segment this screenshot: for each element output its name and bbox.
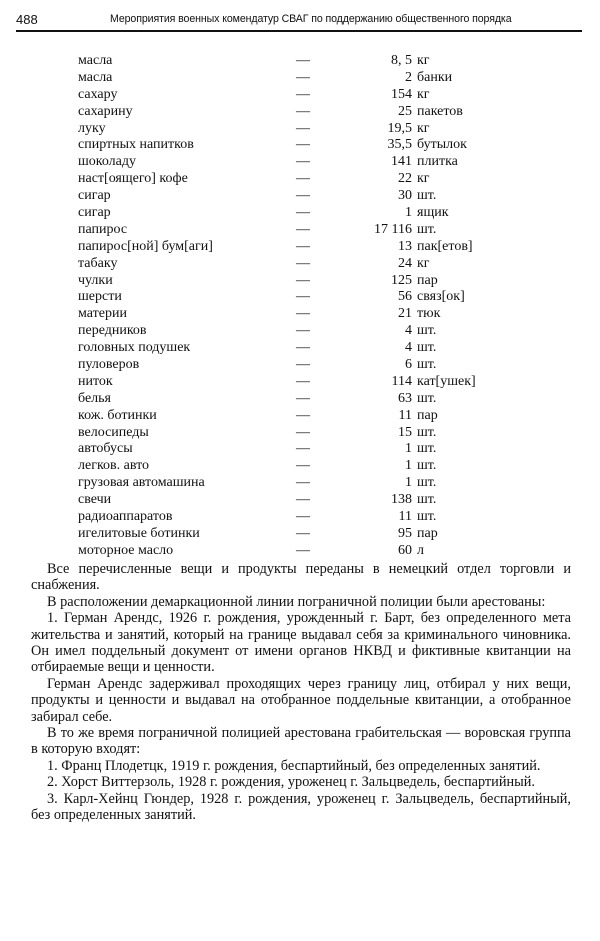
item-name: передников <box>78 323 147 339</box>
item-quantity: 1 <box>405 205 412 221</box>
item-quantity: 141 <box>391 154 412 170</box>
item-quantity: 56 <box>398 289 412 305</box>
list-item <box>78 87 498 104</box>
item-dash: — <box>296 407 310 423</box>
item-unit: пар <box>417 525 438 541</box>
paragraph: В расположении демаркационной линии пограничной полиции были арестованы: <box>47 593 546 610</box>
item-dash: — <box>296 373 310 389</box>
item-quantity: 13 <box>398 238 412 254</box>
item-name: материи <box>78 306 127 322</box>
item-unit: плитка <box>417 154 458 170</box>
list-item <box>78 543 498 560</box>
list-item <box>78 188 498 205</box>
item-unit: пакетов <box>417 103 463 119</box>
item-name: сахарину <box>78 103 133 119</box>
item-name: головных подушек <box>78 340 191 356</box>
item-quantity: 2 <box>405 69 412 85</box>
item-dash: — <box>296 424 310 440</box>
item-name: папирос <box>78 221 128 237</box>
list-item <box>78 441 498 458</box>
item-unit: кг <box>417 86 430 102</box>
item-dash: — <box>296 390 310 406</box>
item-dash: — <box>296 86 310 102</box>
item-dash: — <box>296 221 310 237</box>
item-quantity: 17 116 <box>374 221 412 237</box>
item-unit: шт. <box>417 441 437 457</box>
item-quantity: 1 <box>405 441 412 457</box>
list-item <box>78 340 498 357</box>
item-dash: — <box>296 53 310 68</box>
paragraph: Все перечисленные вещи и продукты переданы в немецкий отдел торговли и снабжения. <box>31 561 571 594</box>
running-header <box>16 12 582 32</box>
list-item <box>78 222 498 239</box>
item-name: пуловеров <box>78 357 140 373</box>
item-unit: кг <box>417 120 430 136</box>
list-item <box>78 70 498 87</box>
paragraph: В то же время пограничной полицией арестована грабительская — воровская группа в которую входят: <box>31 725 571 758</box>
item-dash: — <box>296 272 310 288</box>
list-item <box>78 256 498 273</box>
list-item <box>78 391 498 408</box>
item-name: сахару <box>78 86 118 102</box>
item-dash: — <box>296 69 310 85</box>
item-name: сигар <box>78 188 111 204</box>
item-name: игелитовые ботинки <box>78 525 200 541</box>
running-title: Мероприятия военных комендатур СВАГ по поддержанию общественного порядка <box>110 13 512 25</box>
item-name: радиоаппаратов <box>78 509 173 525</box>
item-quantity: 1 <box>405 475 412 491</box>
item-name: масла <box>78 69 113 85</box>
item-unit: пак[етов] <box>417 238 473 254</box>
item-unit: кг <box>417 53 430 68</box>
item-unit: шт. <box>417 340 437 356</box>
item-quantity: 63 <box>398 390 412 406</box>
item-name: спиртных напитков <box>78 137 194 153</box>
item-unit: пар <box>417 272 438 288</box>
item-name: автобусы <box>78 441 133 457</box>
item-unit: шт. <box>417 475 437 491</box>
item-name: табаку <box>78 255 118 271</box>
item-quantity: 25 <box>398 103 412 119</box>
item-unit: шт. <box>417 492 437 508</box>
list-item <box>78 171 498 188</box>
list-item <box>78 492 498 509</box>
item-quantity: 125 <box>391 272 412 288</box>
item-unit: ящик <box>417 205 449 221</box>
item-dash: — <box>296 154 310 170</box>
item-dash: — <box>296 475 310 491</box>
item-quantity: 138 <box>391 492 412 508</box>
list-item <box>78 205 498 222</box>
item-unit: шт. <box>417 424 437 440</box>
item-name: масла <box>78 53 113 68</box>
item-name: шерсти <box>78 289 122 305</box>
item-quantity: 154 <box>391 86 412 102</box>
item-unit: банки <box>417 69 453 85</box>
item-name: кож. ботинки <box>78 407 157 423</box>
list-item <box>78 104 498 121</box>
item-unit: кг <box>417 255 430 271</box>
item-unit: шт. <box>417 323 437 339</box>
list-item <box>78 374 498 391</box>
list-item <box>78 239 498 256</box>
list-item <box>78 425 498 442</box>
item-quantity: 60 <box>398 542 412 558</box>
item-unit: бутылок <box>417 137 467 153</box>
item-unit: связ[ок] <box>417 289 465 305</box>
list-item <box>78 357 498 374</box>
list-item <box>78 289 498 306</box>
item-dash: — <box>296 306 310 322</box>
item-dash: — <box>296 492 310 508</box>
item-name: моторное масло <box>78 542 174 558</box>
page-number: 488 <box>16 12 38 27</box>
list-item <box>78 306 498 323</box>
item-name: грузовая автомашина <box>78 475 205 491</box>
item-unit: шт. <box>417 221 437 237</box>
item-unit: л <box>417 542 424 558</box>
list-item <box>78 458 498 475</box>
paragraph: Герман Арендс задерживал проходящих через границу лиц, отбирал у них вещи, продукты и ценности и выдавал на отобранное поддельные квитанции, а отобранное забирал себе. <box>31 675 571 725</box>
item-dash: — <box>296 525 310 541</box>
paragraph: 1. Герман Арендс, 1926 г. рождения, урожденный г. Барт, без определенного мета жительства и занятий, который на границе выдавал себя за криминального чиновника. Он имел поддельный документ от имени органов НКВД и фиктивные квитанции на отбираемые вещи и ценности. <box>31 610 571 676</box>
item-dash: — <box>296 120 310 136</box>
item-quantity: 8, 5 <box>391 53 412 68</box>
item-dash: — <box>296 255 310 271</box>
item-dash: — <box>296 188 310 204</box>
item-dash: — <box>296 137 310 153</box>
item-dash: — <box>296 509 310 525</box>
item-quantity: 4 <box>405 323 412 339</box>
list-item <box>78 154 498 171</box>
list-item <box>78 323 498 340</box>
list-item <box>78 53 498 70</box>
item-unit: шт. <box>417 458 437 474</box>
item-quantity: 21 <box>398 306 412 322</box>
item-quantity: 4 <box>405 340 412 356</box>
paragraph: 3. Карл-Хейнц Гюндер, 1928 г. рождения, уроженец г. Зальцведель, беспартийный, без определенных занятий. <box>31 790 571 824</box>
paragraph: 1. Франц Плодетцк, 1919 г. рождения, беспартийный, без определенных занятий. <box>47 757 541 774</box>
body-text <box>31 561 571 824</box>
item-quantity: 95 <box>398 525 412 541</box>
item-unit: шт. <box>417 509 437 525</box>
item-name: папирос[ной] бум[аги] <box>78 238 213 254</box>
list-item <box>78 408 498 425</box>
item-dash: — <box>296 542 310 558</box>
item-unit: тюк <box>417 306 441 322</box>
paragraph: 2. Хорст Виттерзоль, 1928 г. рождения, уроженец г. Зальцведель, беспартийный. <box>47 774 535 791</box>
item-quantity: 11 <box>398 509 412 525</box>
item-quantity: 6 <box>405 357 412 373</box>
list-item <box>78 526 498 543</box>
item-dash: — <box>296 458 310 474</box>
item-unit: кат[ушек] <box>417 373 476 389</box>
item-quantity: 35,5 <box>387 137 412 153</box>
item-name: свечи <box>78 492 112 508</box>
item-quantity: 1 <box>405 458 412 474</box>
item-dash: — <box>296 205 310 221</box>
list-item <box>78 137 498 154</box>
item-dash: — <box>296 238 310 254</box>
item-name: ниток <box>78 373 113 389</box>
item-quantity: 24 <box>398 255 412 271</box>
item-name: луку <box>78 120 106 136</box>
item-dash: — <box>296 289 310 305</box>
item-quantity: 114 <box>391 373 412 389</box>
item-name: чулки <box>78 272 113 288</box>
item-dash: — <box>296 103 310 119</box>
item-name: наст[оящего] кофе <box>78 171 188 187</box>
item-dash: — <box>296 441 310 457</box>
item-name: сигар <box>78 205 111 221</box>
item-quantity: 15 <box>398 424 412 440</box>
item-quantity: 22 <box>398 171 412 187</box>
item-unit: шт. <box>417 357 437 373</box>
item-unit: шт. <box>417 188 437 204</box>
item-unit: пар <box>417 407 438 423</box>
list-item <box>78 273 498 290</box>
list-item <box>78 475 498 492</box>
item-unit: шт. <box>417 390 437 406</box>
list-item <box>78 509 498 526</box>
inventory-list <box>78 53 498 560</box>
item-name: легков. авто <box>78 458 150 474</box>
item-dash: — <box>296 171 310 187</box>
item-unit: кг <box>417 171 430 187</box>
item-quantity: 30 <box>398 188 412 204</box>
item-dash: — <box>296 323 310 339</box>
item-name: белья <box>78 390 111 406</box>
item-name: шоколаду <box>78 154 137 170</box>
item-quantity: 19,5 <box>387 120 412 136</box>
list-item <box>78 121 498 138</box>
item-quantity: 11 <box>398 407 412 423</box>
item-dash: — <box>296 340 310 356</box>
item-dash: — <box>296 357 310 373</box>
item-name: велосипеды <box>78 424 149 440</box>
